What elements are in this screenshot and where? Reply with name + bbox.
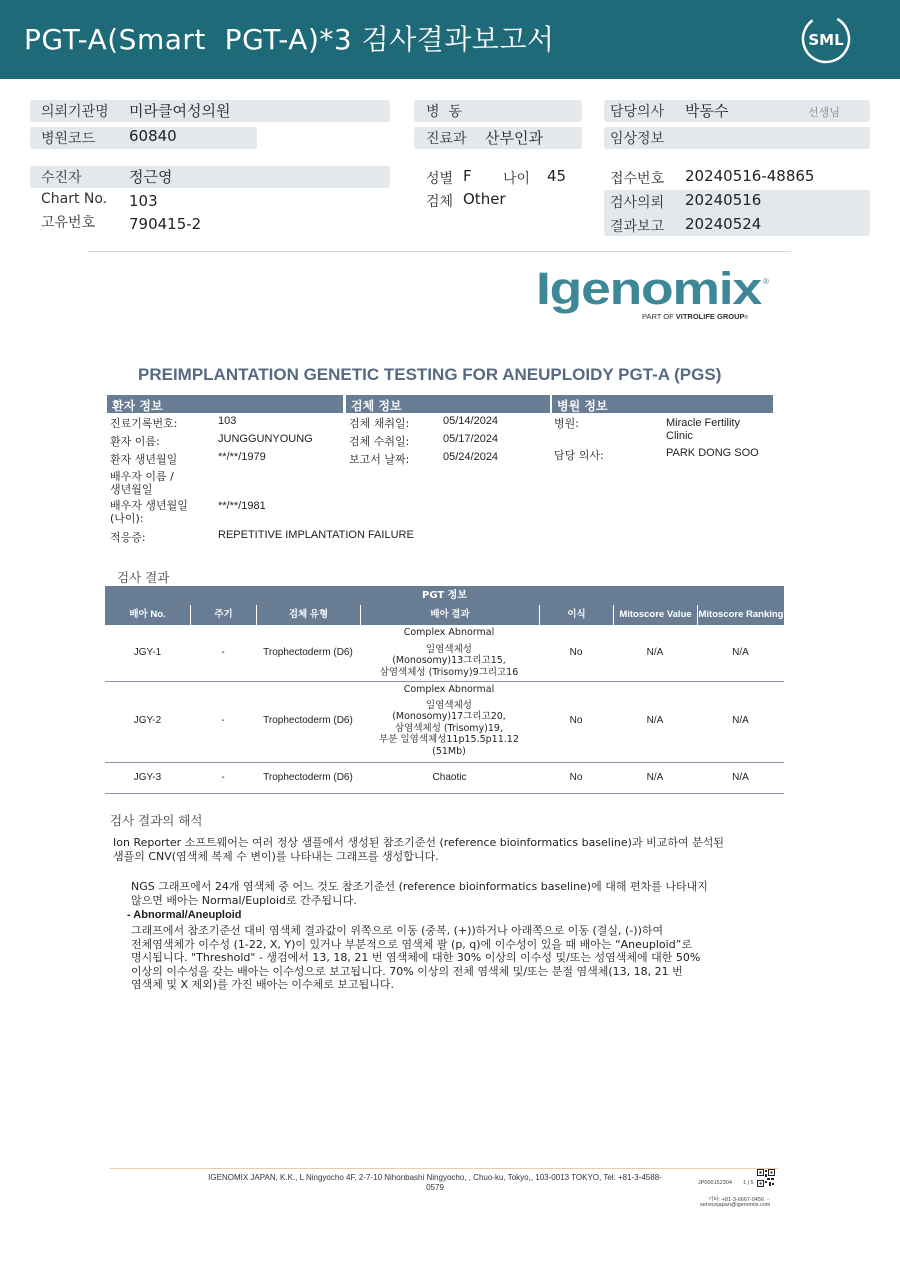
column-header: 주기 (190, 605, 256, 625)
patient-field-value: JUNGGUNYOUNG (218, 433, 313, 445)
age-value: 45 (547, 167, 567, 185)
specimen-type-cell: Trophectoderm (D6) (263, 715, 353, 726)
svg-text:SML: SML (808, 31, 844, 49)
footer-doc-code: JP000152304 (698, 1180, 732, 1186)
patient-field-label: 배우자 이름 / 생년월일 (110, 470, 174, 496)
hospital-info-header: 병원 정보 (552, 395, 773, 413)
transfer-cell: No (569, 715, 583, 726)
hospital-field-label: 병원: (554, 417, 579, 430)
id-value: 790415-2 (129, 215, 202, 233)
specimen-field-label: 검체 수취일: (349, 435, 410, 448)
clinical-label: 임상정보 (610, 131, 665, 147)
footer-address: IGENOMIX JAPAN, K.K., L Ningyocho 4F, 2-7-10 Nihonbashi Ningyocho, , Chuo-ku, Tokyo,, 103-0013 TOKYO, Tel: +81-3-4588-0579 (208, 1173, 662, 1192)
institution-label: 의뢰기관명 (41, 104, 109, 120)
doctor-label: 담당의사 (610, 104, 665, 120)
column-header: 배아 결과 (360, 605, 539, 625)
patient-field-value: REPETITIVE IMPLANTATION FAILURE (218, 529, 414, 541)
specimen-field-value: 05/14/2024 (443, 415, 499, 427)
cycle-cell: - (221, 772, 225, 783)
age-label: 나이 (503, 171, 531, 187)
patient-field-label: 환자 이름: (110, 435, 160, 448)
column-header: 검체 유형 (256, 605, 360, 625)
embryo-result-cell (369, 684, 529, 757)
specimen-field-value: 05/24/2024 (443, 451, 499, 463)
result-line: (Monosomy)17그리고20, (392, 711, 506, 722)
embryo-result-cell: Chaotic (432, 772, 467, 783)
sex-value: F (463, 167, 472, 185)
patient-field-value: **/**/1979 (218, 451, 266, 463)
institution-value: 미라클여성의원 (129, 102, 231, 120)
ward-label: 병 동 (426, 104, 462, 120)
pgt-info-header: PGT 정보 (105, 586, 784, 605)
specimen-label: 검체 (426, 194, 454, 210)
hospital-code-value: 60840 (129, 127, 177, 145)
report-header (0, 0, 900, 79)
request-value: 20240516 (685, 191, 762, 209)
sex-label: 성별 (426, 171, 454, 187)
qr-code-icon (757, 1169, 775, 1187)
report-main-title: PREIMPLANTATION GENETIC TESTING FOR ANEUPLOIDY PGT-A (PGS) (138, 365, 722, 384)
hospital-field-value: PARK DONG SOO (666, 447, 759, 459)
id-label: 고유번호 (41, 215, 96, 231)
abnormal-heading: - Abnormal/Aneuploid (127, 909, 242, 921)
result-line: 삼염색체성 (Trisomy)19, (394, 722, 503, 734)
hospital-code-label: 병원코드 (41, 131, 96, 147)
patient-field-label: 진료기록번호: (110, 417, 178, 430)
transfer-cell: No (569, 772, 583, 783)
patient-bar (30, 166, 390, 188)
specimen-info-header: 검체 정보 (346, 395, 550, 413)
result-line: 삼염색체성 (Trisomy)9그리고16 (379, 666, 519, 678)
doctor-value: 박동수 (685, 102, 729, 120)
row-divider (105, 793, 784, 794)
report-value: 20240524 (685, 215, 762, 233)
footer-page-number: 1 | 5 (743, 1180, 754, 1186)
section-divider (88, 251, 791, 252)
hospital-field-value: Miracle Fertility Clinic (666, 417, 740, 442)
specimen-value: Other (463, 190, 506, 208)
result-line: 일염색체성 (426, 643, 472, 655)
specimen-type-cell: Trophectoderm (D6) (263, 772, 353, 783)
mitoscore-value-cell: N/A (646, 715, 664, 726)
abnormal-paragraph: 그래프에서 참조기준선 대비 염색체 결과값이 위쪽으로 이동 (중복, (+))하거나 아래쪽으로 이동 (결실, (-))하여 전체염색체가 이수성 (1-22, X, Y)이 있거나 부분적으로 염색체 팔 (p, q)에 이수성이 있을 때 배아는 “Aneuploid”로 명시됩니다. "Threshold" - 생검에서 13, 18, 21 번 염색체에 대한 30% 이상의 이수성 및/또는 성염색체에 대한 50% 이상의 이수성을 갖는 배아는 이수성으로 보고됩니다. 70% 이상의 전체 염색체 및/또는 분절 염색체(13, 18, 21 번 염색체 및 X 제외)를 가진 배아는 이수체로 보고됩니다. (131, 924, 701, 991)
results-title: 검사 결과 (117, 570, 170, 585)
row-divider (105, 681, 784, 682)
footer-divider (110, 1168, 778, 1169)
dept-label: 진료과 (426, 131, 467, 147)
column-header: Mitoscore Ranking (697, 605, 784, 625)
patient-field-value: 103 (218, 415, 237, 427)
specimen-field-label: 보고서 날짜: (349, 453, 410, 466)
chart-value: 103 (129, 192, 158, 210)
mitoscore-ranking-cell: N/A (732, 772, 749, 783)
transfer-cell: No (569, 647, 583, 658)
patient-field-label: 배우자 생년월일 (나이): (110, 499, 188, 525)
chart-label: Chart No. (41, 191, 108, 207)
svg-text:®: ® (763, 277, 769, 286)
footer-contact-tel: 기타: +81-3-6667-0456 - (708, 1197, 769, 1203)
result-line: 일염색체성 (426, 699, 472, 711)
request-label: 검사의뢰 (610, 195, 665, 211)
sml-logo-icon (801, 14, 851, 64)
hospital-field-label: 담당 의사: (554, 449, 604, 462)
result-line: Complex Abnormal (403, 627, 495, 638)
cycle-cell: - (221, 715, 225, 726)
cycle-cell: - (221, 647, 225, 658)
result-line: (51Mb) (432, 745, 466, 757)
doctor-suffix: 선생님 (808, 106, 840, 119)
specimen-type-cell: Trophectoderm (D6) (263, 647, 353, 658)
embryo-number: JGY-1 (133, 647, 162, 658)
report-title: PGT-A(Smart PGT-A)*3 검사결과보고서 (24, 23, 555, 56)
row-divider (105, 762, 784, 763)
specimen-field-value: 05/17/2024 (443, 433, 499, 445)
report-label: 결과보고 (610, 219, 665, 235)
svg-text:PART OF VITROLIFE GROUP®: PART OF VITROLIFE GROUP® (642, 312, 749, 321)
result-line: Complex Abnormal (403, 684, 495, 695)
embryo-number: JGY-2 (133, 715, 162, 726)
patient-value: 정근영 (129, 168, 173, 186)
mitoscore-ranking-cell: N/A (732, 647, 749, 658)
svg-text:Igenomix: Igenomix (536, 264, 763, 314)
result-line: 부분 일염색체성11p15.5p11.12 (379, 734, 519, 745)
dept-value: 산부인과 (485, 129, 543, 147)
receipt-value: 20240516-48865 (685, 167, 815, 185)
footer-contact-email: servicejapan@igenomix.com (700, 1202, 771, 1208)
patient-info-header: 환자 정보 (107, 395, 343, 413)
specimen-field-label: 검체 채취일: (349, 417, 410, 430)
normal-euploid-paragraph: NGS 그래프에서 24개 염색체 중 어느 것도 참조기준선 (reference bioinformatics baseline)에 대해 편차를 나타내지 않으면 배아는 Normal/Euploid로 간주됩니다. (131, 880, 708, 907)
interpretation-title: 검사 결과의 해석 (110, 813, 203, 828)
patient-field-label: 환자 생년월일 (110, 453, 178, 466)
mitoscore-ranking-cell: N/A (732, 715, 749, 726)
embryo-number: JGY-3 (133, 772, 162, 783)
column-header: Mitoscore Value (613, 605, 697, 625)
result-line: (Monosomy)13그리고15, (392, 655, 506, 666)
receipt-label: 접수번호 (610, 171, 665, 187)
patient-field-label: 적응증: (110, 531, 146, 544)
patient-field-value: **/**/1981 (218, 500, 266, 512)
igenomix-logo (536, 264, 776, 324)
patient-label: 수진자 (41, 170, 82, 186)
mitoscore-value-cell: N/A (646, 647, 664, 658)
interpretation-paragraph: Ion Reporter 소프트웨어는 여러 정상 샘플에서 생성된 참조기준선 (reference bioinformatics baseline)과 비교하여 분석된 샘플의 CNV(염색체 복제 수 변이)를 나타내는 그래프를 생성합니다. (113, 836, 724, 863)
mitoscore-value-cell: N/A (646, 772, 664, 783)
embryo-result-cell (369, 627, 529, 678)
column-header: 배아 No. (105, 605, 190, 625)
column-header: 이식 (539, 605, 613, 625)
